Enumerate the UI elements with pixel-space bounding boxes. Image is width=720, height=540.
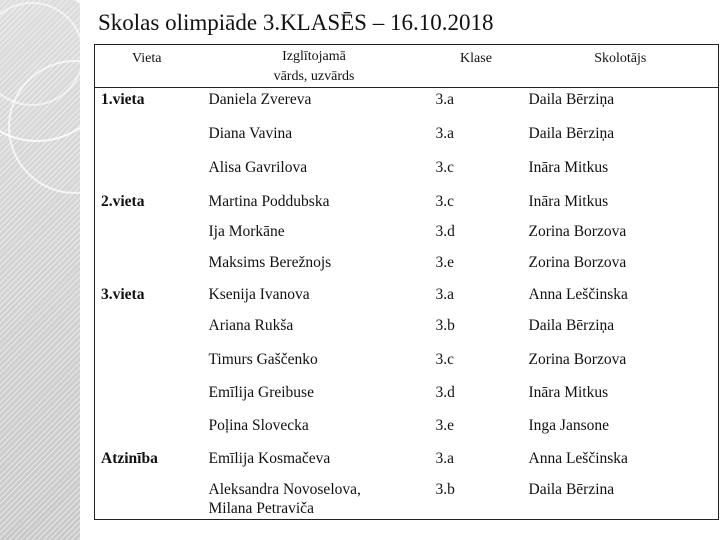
class-cell — [430, 186, 523, 216]
place-cell — [95, 186, 199, 216]
class-cell-text: 3.e — [435, 416, 455, 434]
table-row — [95, 410, 719, 443]
teacher-cell-text: Ināra Mitkus — [528, 383, 609, 401]
student-name-cell-text: Poļina Slovecka — [208, 416, 309, 434]
student-name-cell-text: Alisa Gavrilova — [208, 158, 308, 176]
student-name-cell — [199, 377, 430, 410]
results-table — [94, 44, 719, 520]
teacher-cell — [523, 279, 719, 310]
teacher-cell-text: Zorina Borzova — [528, 253, 627, 271]
place-cell — [95, 216, 199, 247]
place-cell — [95, 118, 199, 152]
student-name-cell-text: Aleksandra Novoselova, — [208, 480, 361, 498]
place-cell — [95, 377, 199, 410]
class-cell — [430, 377, 523, 410]
student-name-cell — [199, 443, 430, 474]
decorative-side-band — [0, 0, 80, 540]
teacher-cell-text: Ināra Mitkus — [528, 192, 609, 210]
teacher-cell — [523, 88, 719, 118]
class-cell-text: 3.a — [435, 124, 455, 142]
table-row — [95, 310, 719, 344]
class-cell-text: 3.e — [435, 253, 455, 271]
teacher-cell — [523, 186, 719, 216]
teacher-cell-text: Anna Leščinska — [528, 285, 628, 303]
header-class: Klase — [460, 51, 492, 66]
class-cell-text: 3.a — [435, 449, 455, 467]
teacher-cell-text: Inga Jansone — [528, 416, 609, 434]
place-cell-text: 2.vieta — [101, 192, 145, 210]
class-cell — [430, 279, 523, 310]
teacher-cell — [523, 344, 719, 377]
place-cell — [95, 279, 199, 310]
student-name-cell — [199, 216, 430, 247]
class-cell — [430, 247, 523, 279]
student-name-cell-text: Ariana Rukša — [208, 316, 294, 334]
teacher-cell-text: Ināra Mitkus — [528, 158, 609, 176]
teacher-cell — [523, 410, 719, 443]
header-student-name-line2: vārds, uzvārds — [273, 69, 355, 84]
place-cell — [95, 310, 199, 344]
student-name-cell — [199, 118, 430, 152]
place-cell-text: 1.vieta — [101, 91, 145, 108]
teacher-cell — [523, 310, 719, 344]
class-cell-text: 3.b — [435, 316, 455, 334]
place-cell — [95, 474, 199, 520]
class-cell-text: 3.a — [435, 285, 455, 303]
student-name-cell-text: Martina Poddubska — [208, 192, 330, 210]
place-cell — [95, 344, 199, 377]
header-student-name-line1: Izglītojamā — [282, 49, 346, 64]
teacher-cell-text: Daila Bērziņa — [528, 124, 615, 142]
table-header-row — [95, 45, 719, 88]
student-name-cell — [199, 410, 430, 443]
teacher-cell — [523, 474, 719, 520]
student-name-cell-text-line2: Milana Petraviča — [208, 499, 314, 517]
teacher-cell-text: Anna Leščinska — [528, 449, 628, 467]
student-name-cell-text: Emīlija Greibuse — [208, 383, 314, 401]
class-cell — [430, 474, 523, 520]
class-cell — [430, 216, 523, 247]
teacher-cell — [523, 247, 719, 279]
page-title: Skolas olimpiāde 3.KLASĒS – 16.10.2018 — [98, 10, 494, 35]
table-row — [95, 344, 719, 377]
class-cell-text: 3.c — [435, 158, 455, 176]
teacher-cell-text: Daila Bērziņa — [528, 316, 615, 334]
table-row — [95, 152, 719, 186]
student-name-cell — [199, 247, 430, 279]
student-name-cell-text: Emīlija Kosmačeva — [208, 449, 331, 467]
student-name-cell-text: Ksenija Ivanova — [208, 285, 310, 303]
place-cell — [95, 152, 199, 186]
table-row — [95, 474, 719, 520]
place-cell — [95, 443, 199, 474]
teacher-cell — [523, 152, 719, 186]
teacher-cell-text: Daila Bērzina — [528, 480, 615, 498]
student-name-cell — [199, 279, 430, 310]
student-name-cell-text: Ija Morkāne — [208, 222, 285, 240]
student-name-cell — [199, 152, 430, 186]
student-name-cell-text: Timurs Gaščenko — [208, 350, 318, 368]
place-cell — [95, 88, 199, 118]
class-cell — [430, 344, 523, 377]
class-cell — [430, 443, 523, 474]
student-name-cell — [199, 186, 430, 216]
class-cell — [430, 410, 523, 443]
teacher-cell-text: Zorina Borzova — [528, 350, 627, 368]
student-name-cell-text: Maksims Berežnojs — [208, 253, 332, 271]
place-cell-text: Atzinība — [101, 449, 158, 467]
table-row — [95, 247, 719, 279]
teacher-cell — [523, 216, 719, 247]
class-cell-text: 3.b — [435, 480, 455, 498]
teacher-cell-text: Daila Bērziņa — [528, 91, 615, 108]
place-cell-text: 3.vieta — [101, 285, 145, 303]
class-cell-text: 3.a — [435, 91, 455, 108]
student-name-cell-text: Daniela Zvereva — [208, 91, 312, 108]
class-cell — [430, 88, 523, 118]
teacher-cell — [523, 118, 719, 152]
teacher-cell-text: Zorina Borzova — [528, 222, 627, 240]
student-name-cell — [199, 88, 430, 118]
student-name-cell-text: Diana Vavina — [208, 124, 293, 142]
table-row — [95, 443, 719, 474]
student-name-cell — [199, 474, 430, 520]
table-row — [95, 118, 719, 152]
class-cell-text: 3.c — [435, 350, 455, 368]
student-name-cell — [199, 344, 430, 377]
header-teacher: Skolotājs — [594, 51, 647, 66]
class-cell-text: 3.c — [435, 192, 455, 210]
class-cell — [430, 310, 523, 344]
table-row — [95, 216, 719, 247]
teacher-cell — [523, 377, 719, 410]
table-row — [95, 279, 719, 310]
class-cell-text: 3.d — [435, 222, 455, 240]
class-cell-text: 3.d — [435, 383, 455, 401]
table-row — [95, 377, 719, 410]
place-cell — [95, 247, 199, 279]
student-name-cell — [199, 310, 430, 344]
table-row — [95, 88, 719, 118]
header-student-name — [199, 45, 430, 88]
class-cell — [430, 118, 523, 152]
table-row — [95, 186, 719, 216]
header-place: Vieta — [132, 51, 162, 66]
teacher-cell — [523, 443, 719, 474]
place-cell — [95, 410, 199, 443]
class-cell — [430, 152, 523, 186]
